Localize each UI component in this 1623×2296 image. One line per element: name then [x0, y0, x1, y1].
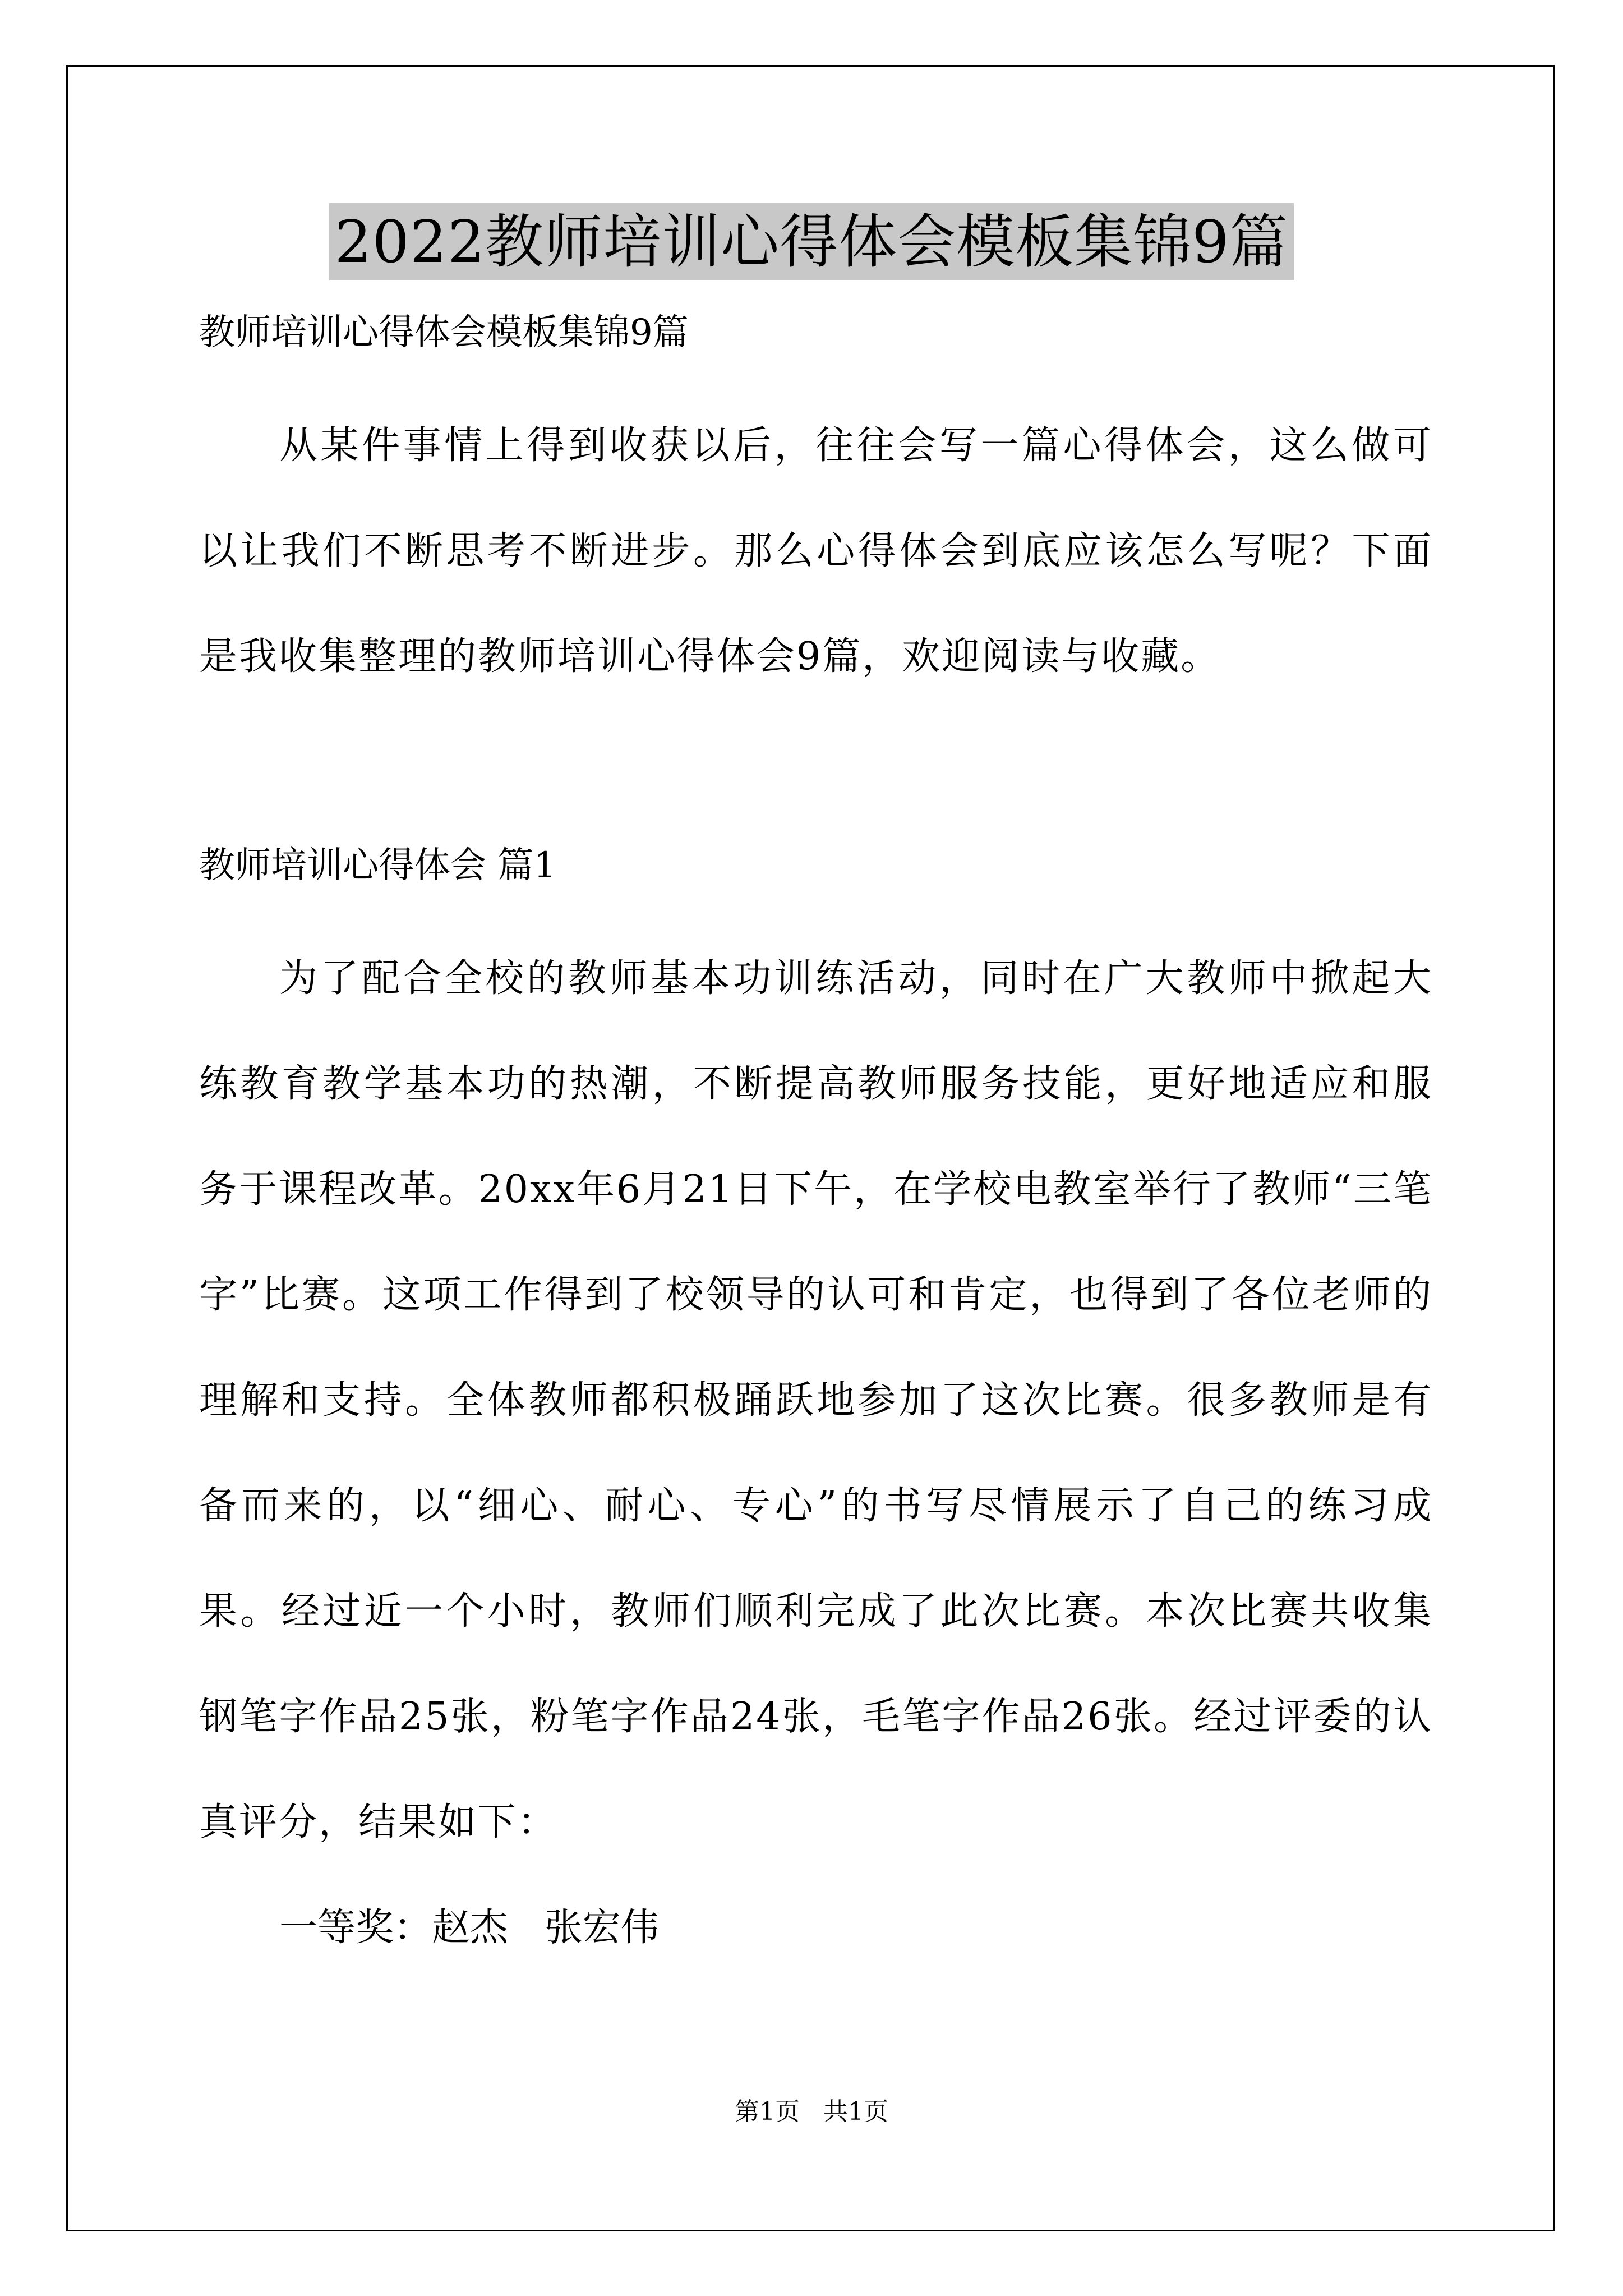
- page-footer: 第1页 共1页: [735, 2097, 888, 2126]
- title-container: [0, 203, 1623, 280]
- document-body: [199, 306, 1433, 1981]
- document-title: 2022教师培训心得体会模板集锦9篇: [329, 203, 1294, 280]
- intro-paragraph: 从某件事情上得到收获以后，往往会写一篇心得体会，这么做可以让我们不断思考不断进步。那么心得体会到底应该怎么写呢？下面是我收集整理的教师培训心得体会9篇，欢迎阅读与收藏。: [199, 424, 1433, 679]
- award-line: 一等奖：赵杰 张宏伟: [279, 1906, 659, 1950]
- section-heading: 教师培训心得体会 篇1: [199, 845, 557, 886]
- document-subtitle: 教师培训心得体会模板集锦9篇: [199, 312, 689, 353]
- body-paragraph: 为了配合全校的教师基本功训练活动，同时在广大教师中掀起大练教育教学基本功的热潮，不断提高教师服务技能，更好地适应和服务于课程改革。20xx年6月21日下午，在学校电教室举行了教师“三笔字”比赛。这项工作得到了校领导的认可和肯定，也得到了各位老师的理解和支持。全体教师都积极踊跃地参加了这次比赛。很多教师是有备而来的，以“细心、耐心、专心”的书写尽情展示了自己的练习成果。经过近一个小时，教师们顺利完成了此次比赛。本次比赛共收集钢笔字作品25张，粉笔字作品24张，毛笔字作品26张。经过评委的认真评分，结果如下：: [199, 956, 1433, 1844]
